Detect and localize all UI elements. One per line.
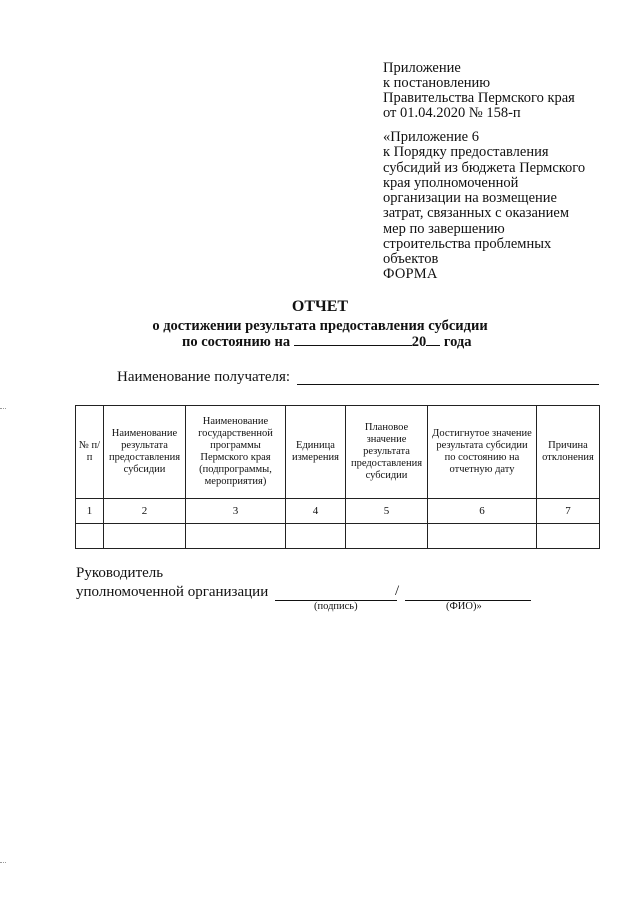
appendix-inner-line: «Приложение 6 bbox=[383, 129, 479, 145]
signature-title-line1: Руководитель bbox=[76, 565, 164, 581]
header-cell: Причина отклонения bbox=[537, 406, 600, 499]
year-blank[interactable] bbox=[426, 333, 440, 346]
appendix-line: Приложение bbox=[383, 60, 461, 76]
header-cell: Наименование государственной программы Пермского края (подпрограммы, мероприятия) bbox=[186, 406, 286, 499]
table-cell[interactable] bbox=[76, 524, 104, 549]
number-cell: 3 bbox=[186, 499, 286, 524]
date-year: 20 bbox=[411, 334, 427, 350]
header-cell: Единица измерения bbox=[286, 406, 346, 499]
number-cell: 5 bbox=[346, 499, 428, 524]
table-cell[interactable] bbox=[286, 524, 346, 549]
appendix-inner-block bbox=[383, 130, 623, 268]
number-cell: 4 bbox=[286, 499, 346, 524]
appendix-inner-line: мер по завершению bbox=[383, 220, 505, 237]
number-cell: 6 bbox=[428, 499, 537, 524]
table-cell[interactable] bbox=[346, 524, 428, 549]
signature-title-line2: уполномоченной организации bbox=[76, 584, 269, 600]
number-cell: 1 bbox=[76, 499, 104, 524]
table-cell[interactable] bbox=[104, 524, 186, 549]
header-cell: Достигнутое значение результата субсидии по состоянию на отчетную дату bbox=[428, 406, 537, 499]
header-cell: № п/п bbox=[76, 406, 104, 499]
header-cell: Плановое значение результата предоставления субсидии bbox=[346, 406, 428, 499]
appendix-line: к постановлению bbox=[383, 75, 491, 91]
scan-margin-mark bbox=[0, 862, 6, 863]
signature-caption: (подпись) bbox=[314, 601, 358, 612]
signature-slash: / bbox=[395, 583, 400, 599]
report-subtitle: о достижении результата предоставления субсидии bbox=[152, 318, 488, 334]
appendix-inner-line: затрат, связанных с оказанием bbox=[383, 205, 570, 222]
number-cell: 2 bbox=[104, 499, 186, 524]
date-suffix: года bbox=[443, 334, 472, 350]
report-title: ОТЧЕТ bbox=[291, 298, 349, 315]
scan-margin-mark bbox=[0, 408, 6, 409]
appendix-inner-line: организации на возмещение bbox=[383, 190, 557, 207]
name-caption: (ФИО)» bbox=[446, 601, 482, 612]
table-header-row bbox=[76, 406, 600, 499]
appendix-inner-line: субсидий из бюджета Пермского bbox=[383, 159, 586, 176]
table-cell[interactable] bbox=[186, 524, 286, 549]
appendix-line: Правительства Пермского края bbox=[383, 90, 575, 106]
appendix-block bbox=[383, 61, 623, 121]
appendix-inner-line: к Порядку предоставления bbox=[383, 144, 549, 161]
header-cell: Наименование результата предоставления субсидии bbox=[104, 406, 186, 499]
table-row bbox=[76, 524, 600, 549]
form-label: ФОРМА bbox=[383, 266, 438, 282]
appendix-inner-line: строительства проблемных bbox=[383, 236, 552, 253]
appendix-inner-line: объектов bbox=[383, 251, 439, 268]
recipient-label: Наименование получателя: bbox=[117, 369, 291, 385]
table-cell[interactable] bbox=[537, 524, 600, 549]
date-blank[interactable] bbox=[294, 333, 412, 346]
recipient-blank[interactable] bbox=[297, 384, 599, 385]
appendix-inner-line: края уполномоченной bbox=[383, 174, 519, 191]
date-prefix: по состоянию на bbox=[182, 334, 291, 350]
appendix-line: от 01.04.2020 № 158-п bbox=[383, 105, 521, 121]
report-date-line bbox=[182, 333, 472, 351]
report-table bbox=[75, 405, 600, 549]
number-cell: 7 bbox=[537, 499, 600, 524]
table-cell[interactable] bbox=[428, 524, 537, 549]
table-number-row bbox=[76, 499, 600, 524]
